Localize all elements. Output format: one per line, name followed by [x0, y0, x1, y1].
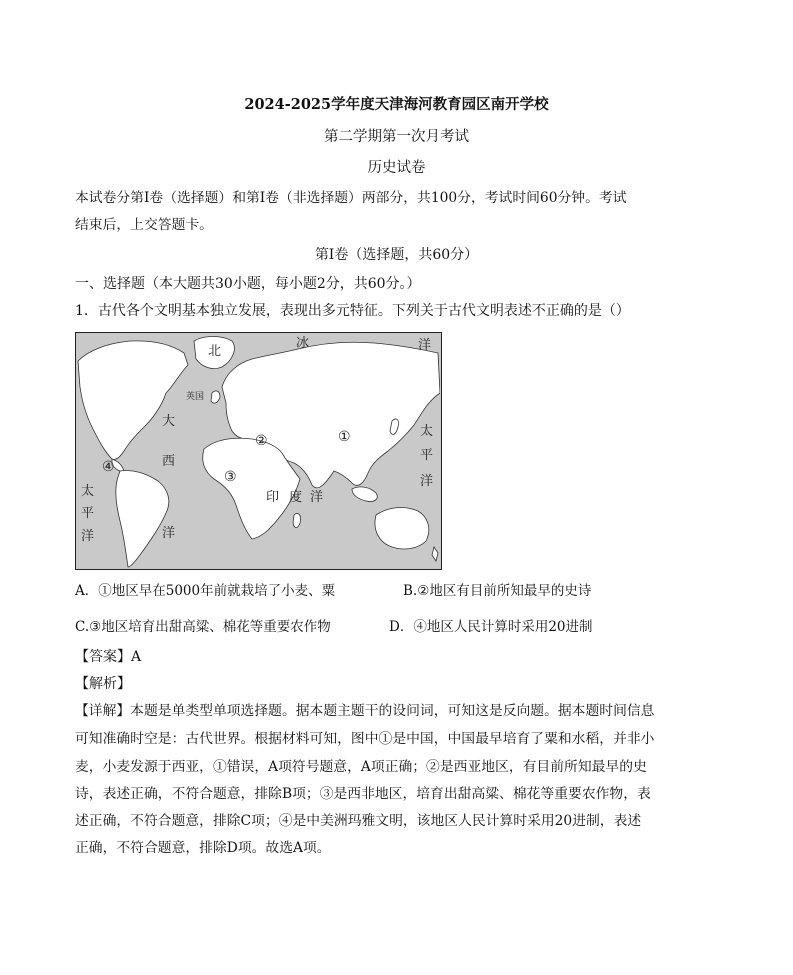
- answer-label: 【答案】A: [75, 649, 142, 665]
- option-c: C.③地区培育出甜高粱、棉花等重要农作物: [75, 619, 331, 635]
- exam-school-title: 2024-2025学年度天津海河教育园区南开学校: [244, 96, 549, 113]
- landmasses: [78, 337, 440, 568]
- intro-line-2: 结束后，上交答题卡。: [75, 217, 213, 233]
- world-map: [75, 332, 442, 570]
- option-d: D．④地区人民计算时采用20进制: [389, 619, 593, 635]
- map-label-ping-west: 平: [81, 506, 95, 521]
- map-marker-4: ④: [102, 459, 115, 475]
- map-label-yang-east: 洋: [420, 474, 434, 489]
- south-america-shape: [116, 470, 169, 567]
- map-label-ping-east: 平: [420, 448, 434, 463]
- section-instruction: 一、选择题（本大题共30小题，每小题2分，共60分。）: [75, 276, 421, 292]
- map-marker-2: ②: [255, 433, 268, 449]
- map-label-yang-west: 洋: [81, 529, 95, 544]
- map-label-du: 度: [289, 490, 303, 505]
- map-label-ocean-ne: 洋: [418, 338, 432, 353]
- southeast-asia-islands: [352, 487, 377, 502]
- section-title: 第Ⅰ卷（选择题，共60分）: [314, 247, 479, 263]
- detail-line-4: 诗，表述正确，不符合题意，排除B项；③是西非地区，培育出甜高粱、棉花等重要农作物，表: [75, 786, 651, 802]
- detail-line-2: 可知准确时空是：古代世界。根据材料可知，图中①是中国，中国最早培育了粟和水稻，并非小: [75, 731, 655, 747]
- map-marker-3: ③: [224, 469, 237, 485]
- map-label-tai-west: 太: [81, 484, 95, 499]
- analysis-label: 【解析】: [75, 676, 131, 692]
- exam-subject: 历史试卷: [367, 160, 426, 176]
- map-label-yin: 印: [266, 490, 280, 505]
- world-map-svg: [76, 333, 440, 568]
- australia-shape: [375, 508, 429, 549]
- map-label-north: 北: [208, 344, 222, 359]
- exam-subtitle: 第二学期第一次月考试: [324, 129, 469, 145]
- option-a: A．①地区早在5000年前就栽培了小麦、粟: [75, 583, 336, 599]
- madagascar-shape: [293, 513, 301, 527]
- north-america-shape: [78, 341, 188, 460]
- map-label-ocean-atl: 洋: [162, 526, 176, 541]
- new-zealand-shape: [432, 547, 438, 561]
- map-label-big: 大: [162, 414, 176, 429]
- map-label-tai-east: 太: [420, 424, 434, 439]
- detail-line-6: 正确，不符合题意，排除D项。故选A项。: [75, 840, 331, 856]
- detail-line-1: 【详解】本题是单类型单项选择题。据本题主题干的设问词，可知这是反向题。据本题时间信息: [75, 703, 655, 719]
- option-b: B.②地区有目前所知最早的史诗: [403, 583, 592, 599]
- map-label-ocean-ind: 洋: [310, 490, 324, 505]
- map-label-ice: 冰: [296, 336, 310, 351]
- map-label-britain: 英国: [186, 392, 205, 402]
- detail-line-3: 麦，小麦发源于西亚，①错误，A项符号题意，A项正确；②是西亚地区，有目前所知最早的史: [75, 759, 647, 775]
- map-label-west: 西: [162, 454, 176, 469]
- intro-line-1: 本试卷分第Ⅰ卷（选择题）和第Ⅰ卷（非选择题）两部分，共100分，考试时间60分钟。考试: [75, 190, 627, 206]
- britain-shape: [211, 391, 220, 403]
- detail-line-5: 述正确，不符合题意，排除C项；④是中美洲玛雅文明，该地区人民计算时采用20进制，表述: [75, 813, 642, 829]
- map-marker-1: ①: [338, 429, 351, 445]
- question-stem: 1．古代各个文明基本独立发展，表现出多元特征。下列关于古代文明表述不正确的是（）: [75, 303, 630, 319]
